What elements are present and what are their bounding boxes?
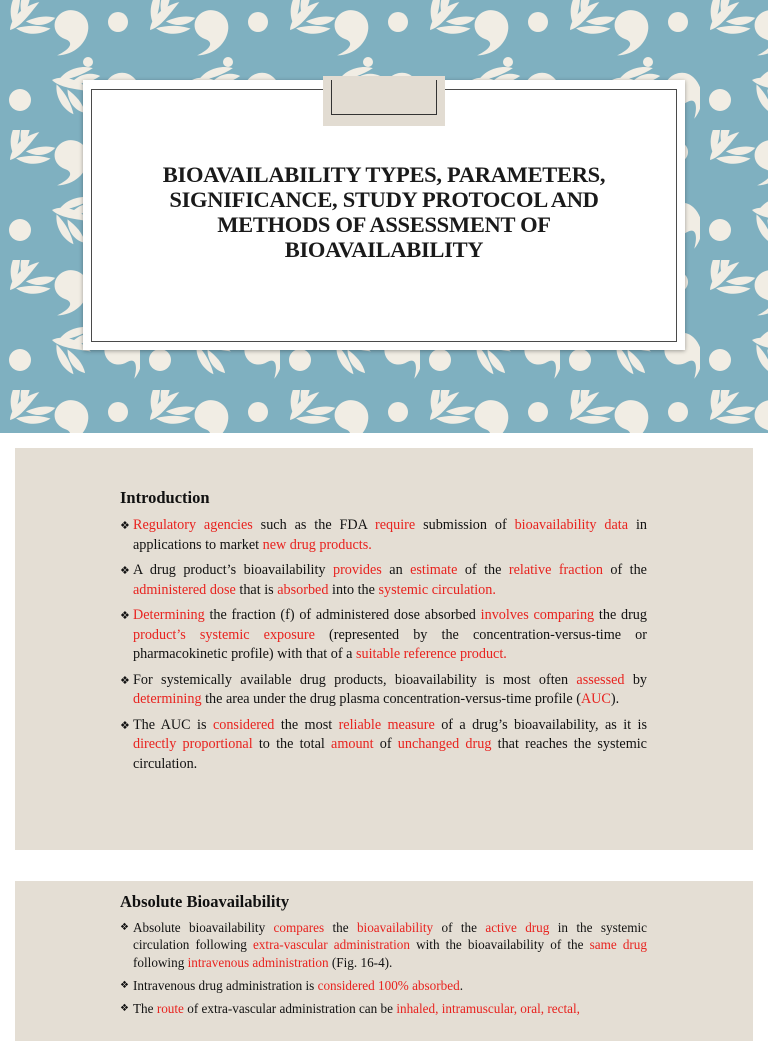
slide-title	[113, 162, 655, 262]
bullet-text: the area under the drug plasma concentration-versus-time profile (	[201, 691, 581, 707]
title-line: BIOAVAILABILITY TYPES, PARAMETERS,	[162, 162, 606, 187]
title-line: METHODS OF ASSESSMENT OF	[217, 212, 551, 237]
absolute-bioavailability-slide	[15, 881, 753, 1041]
bullet-text: to the total	[252, 736, 332, 752]
bullet-text: in applications to market	[133, 517, 647, 553]
bullet-text: of a drug’s bioavailability, as it is	[434, 716, 647, 733]
bullet-text: an	[381, 562, 411, 578]
highlighted-text: new drug products.	[262, 536, 372, 553]
bullet-text: that is	[235, 581, 278, 598]
highlighted-text: provides	[332, 562, 382, 578]
bullet-text: submission of	[415, 517, 515, 533]
bullet-item	[120, 671, 647, 710]
section-heading: Absolute Bioavailability	[120, 892, 290, 911]
bullet-text: Absolute bioavailability	[133, 920, 274, 935]
highlighted-text: administered dose	[133, 581, 236, 598]
highlighted-text: inhaled, intramuscular, oral, rectal,	[396, 1001, 580, 1017]
highlighted-text: require	[375, 517, 416, 533]
highlighted-text: extra-vascular administration	[252, 937, 410, 953]
bullet-item	[120, 1000, 647, 1017]
section-heading: Introduction	[120, 488, 210, 507]
highlighted-text: determining	[133, 691, 202, 707]
bullet-text: with the bioavailability of the	[409, 937, 590, 953]
highlighted-text: reliable measure	[338, 716, 435, 733]
bullet-text: A drug product’s bioavailability	[133, 562, 333, 578]
highlighted-text: Determining	[133, 607, 205, 623]
diamond-bullet-icon: ❖	[120, 718, 130, 732]
title-card	[83, 80, 685, 350]
diamond-bullet-icon: ❖	[120, 609, 130, 622]
bullet-text: of extra-vascular administration can be	[183, 1001, 397, 1017]
highlighted-text: route	[156, 1001, 184, 1017]
highlighted-text: bioavailability data	[514, 517, 629, 533]
bullet-item	[120, 606, 647, 665]
highlighted-text: directly proportional	[133, 736, 253, 752]
bullet-text: ).	[610, 691, 620, 707]
highlighted-text: considered 100% absorbed	[317, 977, 460, 993]
bullet-text: The AUC is	[133, 716, 213, 733]
bullet-text: of	[373, 736, 398, 752]
highlighted-text: estimate	[410, 562, 458, 578]
bullet-text: Intravenous drug administration is	[133, 977, 318, 993]
highlighted-text: bioavailability	[356, 920, 434, 935]
highlighted-text: considered	[212, 716, 275, 733]
title-tab-inner	[331, 80, 437, 115]
bullet-item	[120, 561, 647, 600]
bullet-text: the fraction (f) of administered dose absorbed	[204, 607, 481, 623]
highlighted-text: AUC	[580, 691, 611, 707]
bullet-text: .	[459, 977, 463, 993]
highlighted-text: absorbed	[277, 581, 329, 598]
bullet-item	[120, 516, 647, 555]
bullet-text: of the	[602, 562, 647, 578]
diamond-bullet-icon: ❖	[120, 1003, 129, 1015]
bullet-item	[120, 716, 647, 775]
diamond-bullet-icon: ❖	[120, 519, 130, 532]
diamond-bullet-icon: ❖	[120, 922, 129, 933]
highlighted-text: same drug	[589, 937, 647, 953]
highlighted-text: amount	[331, 736, 374, 752]
bullet-text: (represented by the concentration-versus-time or pharmacokinetic profile) with that of a	[133, 626, 647, 662]
title-slide	[0, 0, 768, 433]
bullet-list	[120, 919, 647, 1023]
highlighted-text: intravenous administration	[187, 954, 329, 970]
title-tab-decoration	[323, 76, 445, 126]
highlighted-text: active drug	[485, 920, 550, 935]
bullet-text: such as the FDA	[252, 517, 376, 533]
diamond-bullet-icon: ❖	[120, 979, 129, 991]
bullet-text: The	[133, 1001, 157, 1017]
bullet-text: the	[324, 920, 357, 935]
highlighted-text: assessed	[576, 671, 625, 688]
bullet-text: into the	[328, 581, 379, 598]
highlighted-text: relative fraction	[508, 562, 603, 578]
highlighted-text: involves comparing	[480, 607, 595, 623]
diamond-bullet-icon: ❖	[120, 564, 130, 577]
highlighted-text: Regulatory agencies	[133, 517, 253, 533]
title-line: BIOAVAILABILITY	[284, 237, 484, 262]
bullet-text: that reaches the systemic circulation.	[133, 736, 647, 772]
title-line: SIGNIFICANCE, STUDY PROTOCOL AND	[169, 187, 599, 212]
bullet-text: of the	[457, 562, 509, 578]
diamond-bullet-icon: ❖	[120, 673, 130, 687]
highlighted-text: systemic circulation.	[378, 581, 496, 598]
bullet-list	[120, 516, 647, 780]
highlighted-text: product’s systemic exposure	[133, 626, 315, 643]
bullet-item	[120, 919, 647, 971]
highlighted-text: suitable reference product.	[355, 646, 507, 662]
bullet-text: following	[133, 954, 188, 970]
highlighted-text: compares	[273, 920, 325, 935]
bullet-item	[120, 977, 647, 994]
highlighted-text: unchanged drug	[397, 736, 492, 752]
bullet-text: by	[624, 671, 648, 688]
introduction-slide	[15, 448, 753, 850]
bullet-text: in the systemic circulation following	[133, 920, 648, 953]
bullet-text: For systemically available drug products, bioavailability is most often	[133, 671, 577, 688]
bullet-text: the most	[274, 716, 339, 733]
bullet-text: the drug	[594, 607, 647, 623]
bullet-text: (Fig. 16-4).	[328, 954, 393, 970]
bullet-text: of the	[433, 920, 486, 935]
